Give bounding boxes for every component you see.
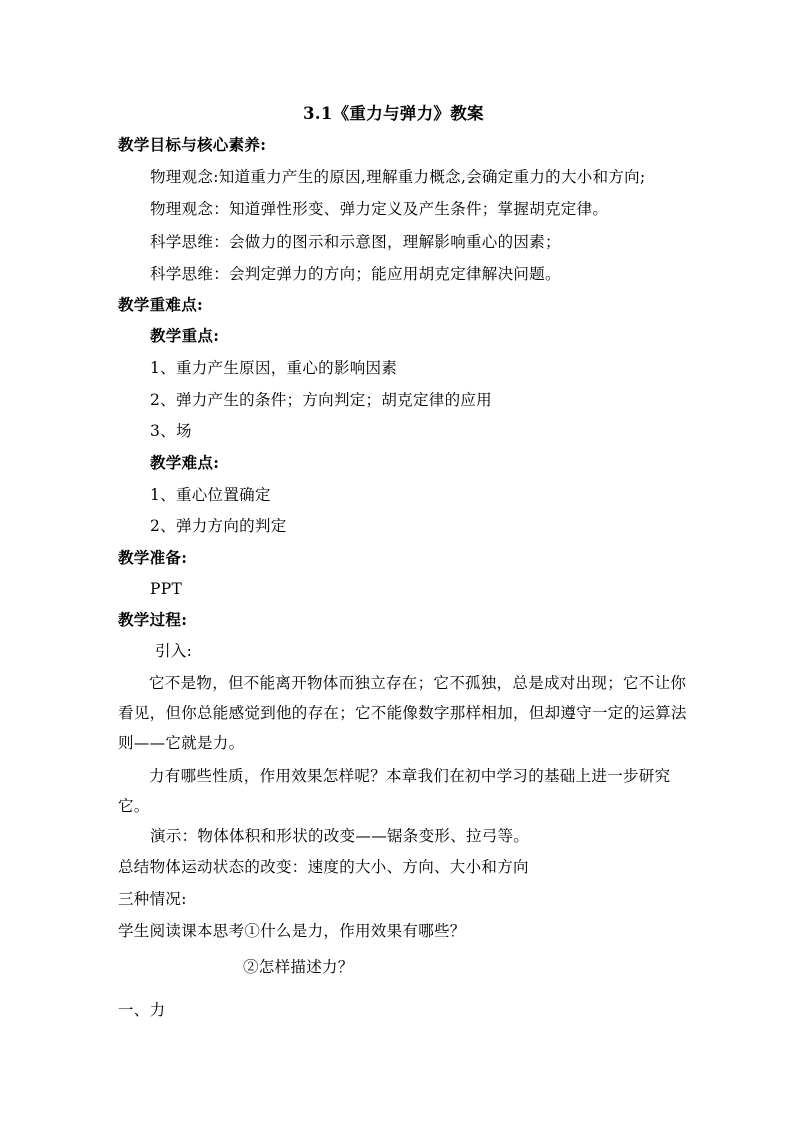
summary-text: 总结物体运动状态的改变：速度的大小、方向、大小和方向 [118,858,529,876]
goal-item: 科学思维：会做力的图示和示意图，理解影响重心的因素； [150,233,561,251]
focus-item: 1、重力产生原因，重心的影响因素 [150,359,398,377]
focus-heading: 教学重点: [150,326,220,345]
goal-item: 科学思维：会判定弹力的方向；能应用胡克定律解决问题。 [150,265,561,283]
intro-paragraph: 它不是物，但不能离开物体而独立存在；它不孤独，总是成对出现；它不让你看见，但你总能感觉到他的存在；它不能像数字那样相加，但却遵守一定的运算法则——它就是力。 [118,674,687,752]
demo-text: 演示：物体体积和形状的改变——锯条变形、拉弓等。 [150,827,530,845]
difficulty-item: 2、弹力方向的判定 [150,517,287,535]
key-points-heading: 教学重难点: [118,295,204,314]
focus-item: 3、场 [150,422,192,440]
difficulty-item: 1、重心位置确定 [150,486,271,504]
preparation-value: PPT [150,580,183,598]
process-heading: 教学过程: [118,610,188,629]
three-cases-text: 三种情况: [118,890,187,908]
goal-item: 物理观念:知道重力产生的原因,理解重力概念,会确定重力的大小和方向; [150,168,646,186]
intro-label: 引入: [155,642,193,660]
section-heading: 一、力 [118,1001,166,1019]
goal-item: 物理观念：知道弹性形变、弹力定义及产生条件；掌握胡克定律。 [150,200,609,218]
reading-question-2: ②怎样描述力？ [243,958,354,976]
intro-question-paragraph: 力有哪些性质，作用效果怎样呢？本章我们在初中学习的基础上进一步研究它。 [118,767,671,815]
focus-item: 2、弹力产生的条件；方向判定；胡克定律的应用 [150,391,492,409]
preparation-heading: 教学准备: [118,548,188,567]
reading-question-1: 学生阅读课本思考①什么是力，作用效果有哪些？ [118,922,466,940]
document-title: 3.1《重力与弹力》教案 [303,104,484,123]
goals-heading: 教学目标与核心素养: [118,135,267,154]
difficulty-heading: 教学难点: [150,453,220,472]
